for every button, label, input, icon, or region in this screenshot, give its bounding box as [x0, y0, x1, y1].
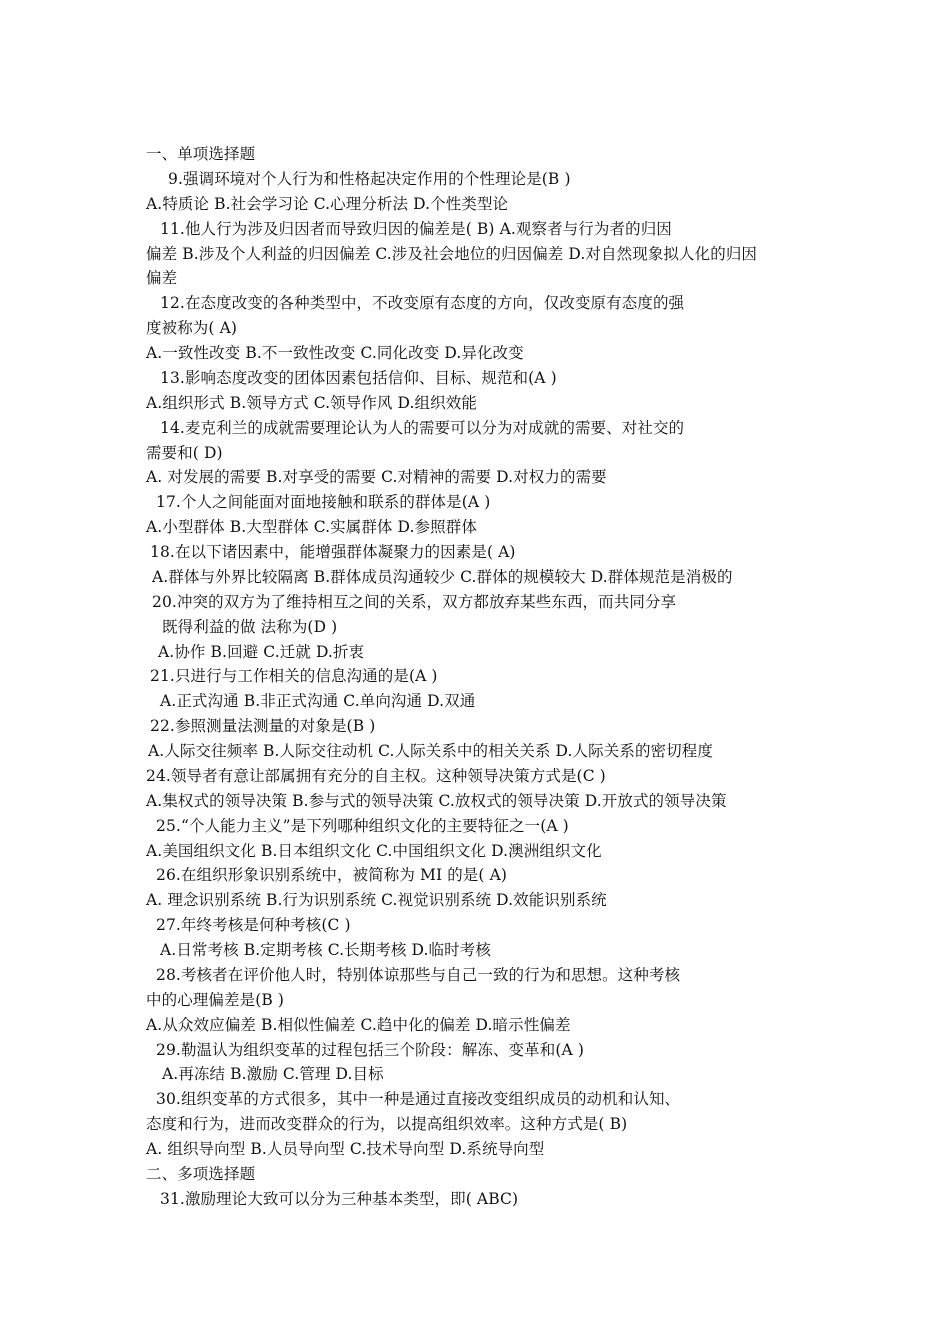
question-28-cont: 中的心理偏差是(B ): [146, 991, 285, 1009]
question-29: 29.勒温认为组织变革的过程包括三个阶段：解冻、变革和(A ): [156, 1041, 584, 1059]
question-18: 18.在以下诸因素中，能增强群体凝聚力的因素是( A): [150, 543, 516, 561]
question-17: 17.个人之间能面对面地接触和联系的群体是(A ): [156, 493, 491, 511]
question-14-cont: 需要和( D): [146, 444, 223, 462]
question-25-options: A.美国组织文化 B.日本组织文化 C.中国组织文化 D.澳洲组织文化: [146, 842, 602, 860]
question-28: 28.考核者在评价他人时，特别体谅那些与自己一致的行为和思想。这种考核: [156, 966, 681, 984]
question-21: 21.只进行与工作相关的信息沟通的是(A ): [150, 667, 438, 685]
question-26-options: A. 理念识别系统 B.行为识别系统 C.视觉识别系统 D.效能识别系统: [146, 891, 607, 909]
question-18-options: A.群体与外界比较隔离 B.群体成员沟通较少 C.群体的规模较大 D.群体规范是消极的: [152, 568, 733, 586]
question-11-options: 偏差 B.涉及个人利益的归因偏差 C.涉及社会地位的归因偏差 D.对自然现象拟人化的归因: [146, 245, 758, 263]
question-30-options: A. 组织导向型 B.人员导向型 C.技术导向型 D.系统导向型: [146, 1140, 545, 1158]
question-31: 31.激励理论大致可以分为三种基本类型，即( ABC): [160, 1190, 519, 1208]
question-12-options: A.一致性改变 B.不一致性改变 C.同化改变 D.异化改变: [146, 344, 524, 362]
question-13-options: A.组织形式 B.领导方式 C.领导作风 D.组织效能: [146, 394, 477, 412]
question-29-options: A.再冻结 B.激励 C.管理 D.目标: [162, 1065, 384, 1083]
question-12-cont: 度被称为( A): [146, 319, 238, 337]
question-20-cont: 既得利益的做 法称为(D ): [162, 618, 338, 636]
question-22-options: A.人际交往频率 B.人际交往动机 C.人际关系中的相关关系 D.人际关系的密切程度: [148, 742, 713, 760]
question-20: 20.冲突的双方为了维持相互之间的关系，双方都放弃某些东西，而共同分享: [152, 593, 677, 611]
question-14-options: A. 对发展的需要 B.对享受的需要 C.对精神的需要 D.对权力的需要: [146, 468, 607, 486]
section-heading-single-choice: 一、单项选择题: [146, 145, 256, 163]
question-12: 12.在态度改变的各种类型中，不改变原有态度的方向，仅改变原有态度的强: [160, 294, 685, 312]
question-30-cont: 态度和行为，进而改变群众的行为，以提高组织效率。这种方式是( B): [146, 1115, 628, 1133]
question-11-options-cont: 偏差: [146, 269, 178, 287]
question-11: 11.他人行为涉及归因者而导致归因的偏差是( B) A.观察者与行为者的归因: [160, 220, 672, 238]
question-20-options: A.协作 B.回避 C.迁就 D.折衷: [158, 643, 365, 661]
question-24-options: A.集权式的领导决策 B.参与式的领导决策 C.放权式的领导决策 D.开放式的领导决策: [146, 792, 727, 810]
question-17-options: A.小型群体 B.大型群体 C.实属群体 D.参照群体: [146, 518, 477, 536]
section-heading-multiple-choice: 二、多项选择题: [146, 1165, 256, 1183]
question-9-options: A.特质论 B.社会学习论 C.心理分析法 D.个性类型论: [146, 195, 509, 213]
question-27: 27.年终考核是何种考核(C ): [156, 916, 351, 934]
question-14: 14.麦克利兰的成就需要理论认为人的需要可以分为对成就的需要、对社交的: [160, 419, 685, 437]
question-9: 9.强调环境对个人行为和性格起决定作用的个性理论是(B ): [168, 170, 571, 188]
question-27-options: A.日常考核 B.定期考核 C.长期考核 D.临时考核: [160, 941, 491, 959]
question-25: 25.“个人能力主义”是下列哪种组织文化的主要特征之一(A ): [156, 817, 569, 835]
question-21-options: A.正式沟通 B.非正式沟通 C.单向沟通 D.双通: [160, 692, 476, 710]
question-30: 30.组织变革的方式很多，其中一种是通过直接改变组织成员的动机和认知、: [156, 1090, 681, 1108]
question-24: 24.领导者有意让部属拥有充分的自主权。这种领导决策方式是(C ): [146, 767, 606, 785]
question-13: 13.影响态度改变的团体因素包括信仰、目标、规范和(A ): [160, 369, 557, 387]
question-26: 26.在组织形象识别系统中，被简称为 MI 的是( A): [156, 866, 508, 884]
question-22: 22.参照测量法测量的对象是(B ): [150, 717, 376, 735]
question-28-options: A.从众效应偏差 B.相似性偏差 C.趋中化的偏差 D.暗示性偏差: [146, 1016, 571, 1034]
